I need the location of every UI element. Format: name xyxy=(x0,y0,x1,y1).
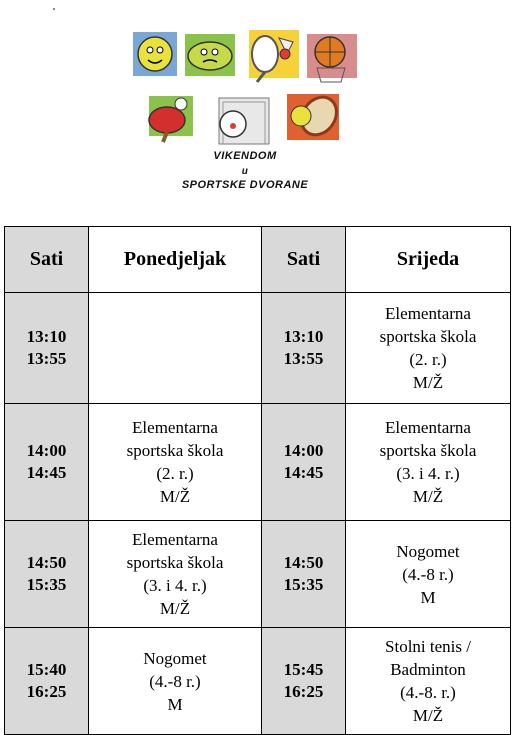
activity-line: (4.-8 r.) xyxy=(149,671,201,691)
activity-line: (2. r.) xyxy=(409,350,447,369)
activity-line: sportska škola xyxy=(126,553,224,572)
sports-banner xyxy=(127,24,363,194)
sports-balls-illustration xyxy=(127,24,363,149)
activity-line: M xyxy=(167,694,183,714)
activity-line: (3. i 4. r.) xyxy=(396,464,460,483)
time-end: 16:25 xyxy=(26,682,67,701)
banner-title-line1: VIKENDOM xyxy=(213,150,277,162)
activity-line: (4.-8 r.) xyxy=(402,564,454,584)
time-cell xyxy=(262,404,346,521)
schedule-table xyxy=(4,226,511,735)
activity-line: Nogomet xyxy=(396,541,460,561)
header-sati-1: Sati xyxy=(5,227,89,293)
activity-cell-monday xyxy=(89,521,262,628)
tennis-racket-icon xyxy=(287,90,344,141)
time-start: 15:45 xyxy=(283,660,324,679)
time-end: 15:35 xyxy=(26,575,67,594)
activity-line: Stolni tenis / xyxy=(385,637,471,656)
activity-line: (3. i 4. r.) xyxy=(143,576,207,595)
activity-line: sportska škola xyxy=(379,441,477,460)
badminton-icon xyxy=(249,30,299,82)
time-end: 13:55 xyxy=(26,349,67,368)
activity-line: (4.-8. r.) xyxy=(400,683,456,702)
activity-line: (2. r.) xyxy=(156,464,194,483)
activity-cell-monday xyxy=(89,628,262,735)
time-end: 14:45 xyxy=(26,463,67,482)
time-start: 13:10 xyxy=(26,327,67,346)
table-header-row xyxy=(5,227,511,293)
time-cell xyxy=(5,293,89,404)
activity-line: sportska škola xyxy=(379,327,477,346)
time-start: 14:50 xyxy=(26,553,67,572)
activity-line: M/Ž xyxy=(159,599,191,618)
activity-line: Elementarna xyxy=(385,304,471,323)
activity-line: M/Ž xyxy=(412,373,444,392)
table-row xyxy=(5,293,511,404)
basketball-icon xyxy=(307,34,357,82)
activity-cell-wednesday xyxy=(346,521,511,628)
time-cell xyxy=(262,521,346,628)
header-srijeda: Srijeda xyxy=(346,227,511,293)
football-goal-icon xyxy=(219,98,269,144)
time-start: 14:00 xyxy=(283,441,324,460)
activity-cell-wednesday xyxy=(346,404,511,521)
activity-line: M xyxy=(420,587,436,607)
activity-line: Elementarna xyxy=(132,418,218,437)
header-sati-2: Sati xyxy=(262,227,346,293)
stray-dot xyxy=(53,8,55,10)
table-tennis-icon xyxy=(149,96,193,142)
time-start: 14:00 xyxy=(26,441,67,460)
time-cell xyxy=(5,521,89,628)
rugby-ball-icon xyxy=(185,34,235,76)
time-cell xyxy=(262,628,346,735)
time-start: 14:50 xyxy=(283,553,324,572)
time-end: 13:55 xyxy=(283,349,324,368)
time-cell xyxy=(262,293,346,404)
activity-line: M/Ž xyxy=(412,487,444,506)
activity-cell-wednesday xyxy=(346,293,511,404)
time-start: 15:40 xyxy=(26,660,67,679)
table-row xyxy=(5,521,511,628)
activity-cell-monday xyxy=(89,404,262,521)
header-ponedjeljak: Ponedjeljak xyxy=(89,227,262,293)
table-row xyxy=(5,628,511,735)
time-end: 16:25 xyxy=(283,682,324,701)
table-row xyxy=(5,404,511,521)
time-cell xyxy=(5,628,89,735)
time-start: 13:10 xyxy=(283,327,324,346)
activity-cell-wednesday xyxy=(346,628,511,735)
activity-line: M/Ž xyxy=(412,706,444,725)
banner-title-line3: SPORTSKE DVORANE xyxy=(181,179,309,191)
activity-line: sportska škola xyxy=(126,441,224,460)
time-cell xyxy=(5,404,89,521)
time-end: 14:45 xyxy=(283,463,324,482)
activity-line: Badminton xyxy=(390,660,466,679)
activity-line: Nogomet xyxy=(143,648,207,668)
activity-line: M/Ž xyxy=(159,487,191,506)
activity-line: Elementarna xyxy=(132,530,218,549)
activity-cell-monday xyxy=(89,293,262,404)
banner-title-line2: u xyxy=(241,166,249,177)
tennis-ball-icon xyxy=(133,32,177,76)
time-end: 15:35 xyxy=(283,575,324,594)
activity-line: Elementarna xyxy=(385,418,471,437)
